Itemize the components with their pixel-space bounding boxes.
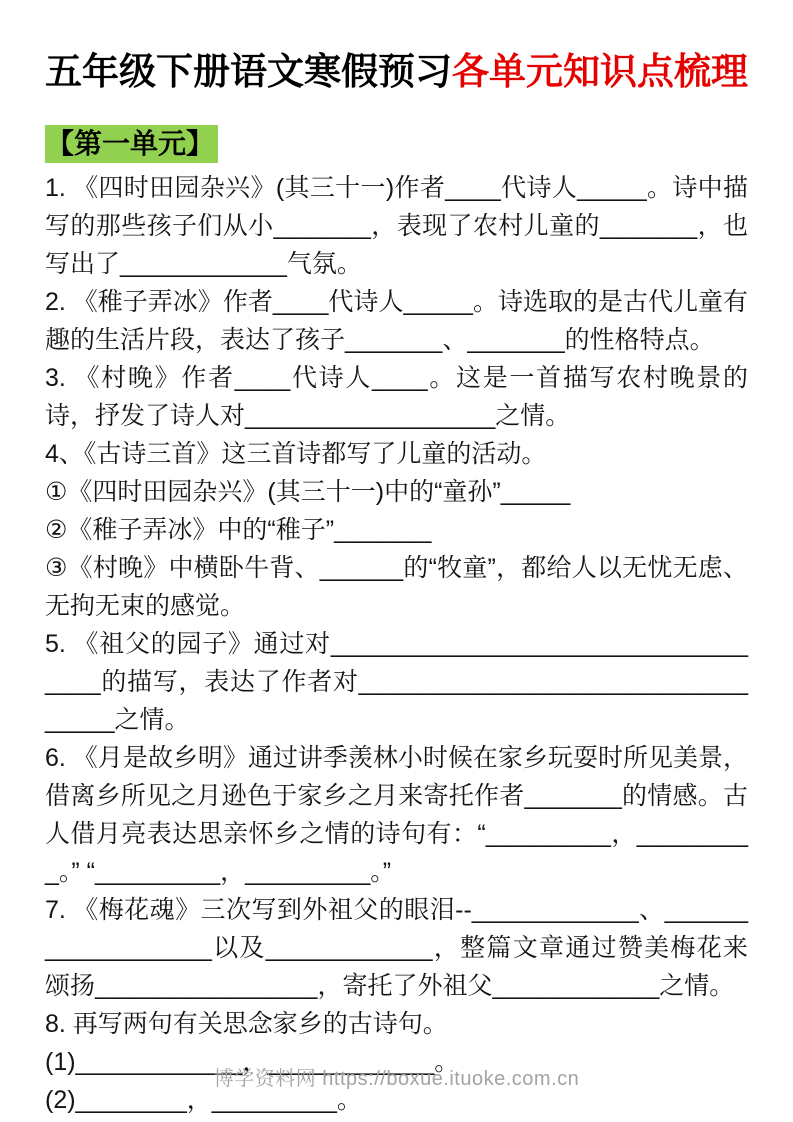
page-title-red-part: 各单元知识点梳理 (452, 50, 748, 92)
question-paragraph-3: 3. 《村晚》作者____代诗人____。这是一首描写农村晚景的诗，抒发了诗人对__________________之情。 (45, 364, 748, 431)
page-title-black-part: 五年级下册语文寒假预习 (45, 50, 452, 92)
question-subitem-2: ②《稚子弄冰》中的“稚子”_______ (45, 516, 432, 545)
question-subitem-1: ①《四时田园杂兴》(其三十一)中的“童孙”_____ (45, 478, 571, 507)
section-header (45, 125, 748, 163)
unit-1-section-label: 【第一单元】 (45, 125, 218, 163)
answer-line-1: (1)____________，____________。 (45, 1048, 460, 1077)
question-paragraph-1: 1. 《四时田园杂兴》(其三十一)作者____代诗人_____。诗中描写的那些孩子们从小_______，表现了农村儿童的_______，也写出了____________气氛。 (45, 174, 748, 279)
question-subitem-3: ③《村晚》中横卧牛背、______的“牧童”，都给人以无忧无虑、无拘无束的感觉。 (45, 554, 748, 621)
question-paragraph-4: 4、《古诗三首》这三首诗都写了儿童的活动。 (45, 440, 547, 469)
answer-line-2: (2)________，_________。 (45, 1086, 362, 1115)
page-title (45, 51, 748, 94)
question-paragraph-5: 5. 《祖父的园子》通过对__________________________________的描写，表达了作者对_________________________________之情。 (45, 630, 748, 735)
question-paragraph-6: 6. 《月是故乡明》通过讲季羡林小时候在家乡玩耍时所见美景，借离乡所见之月逊色于家乡之月来寄托作者_______的情感。古人借月亮表达思亲怀乡之情的诗句有：“_________，_________。” “_________，_________。” (45, 744, 748, 887)
question-list (45, 169, 748, 1119)
question-paragraph-2: 2. 《稚子弄冰》作者____代诗人_____。诗选取的是古代儿童有趣的生活片段，表达了孩子_______、_______的性格特点。 (45, 288, 748, 355)
question-paragraph-8: 8. 再写两句有关思念家乡的古诗句。 (45, 1010, 448, 1039)
footer-watermark-text: 博学资料网 https://boxue.ituoke.com.cn (213, 1068, 580, 1090)
footer (0, 1062, 793, 1091)
question-paragraph-7: 7. 《梅花魂》三次写到外祖父的眼泪--____________、__________________以及____________，整篇文章通过赞美梅花来颂扬________________，寄托了外祖父____________之情。 (45, 896, 748, 1001)
